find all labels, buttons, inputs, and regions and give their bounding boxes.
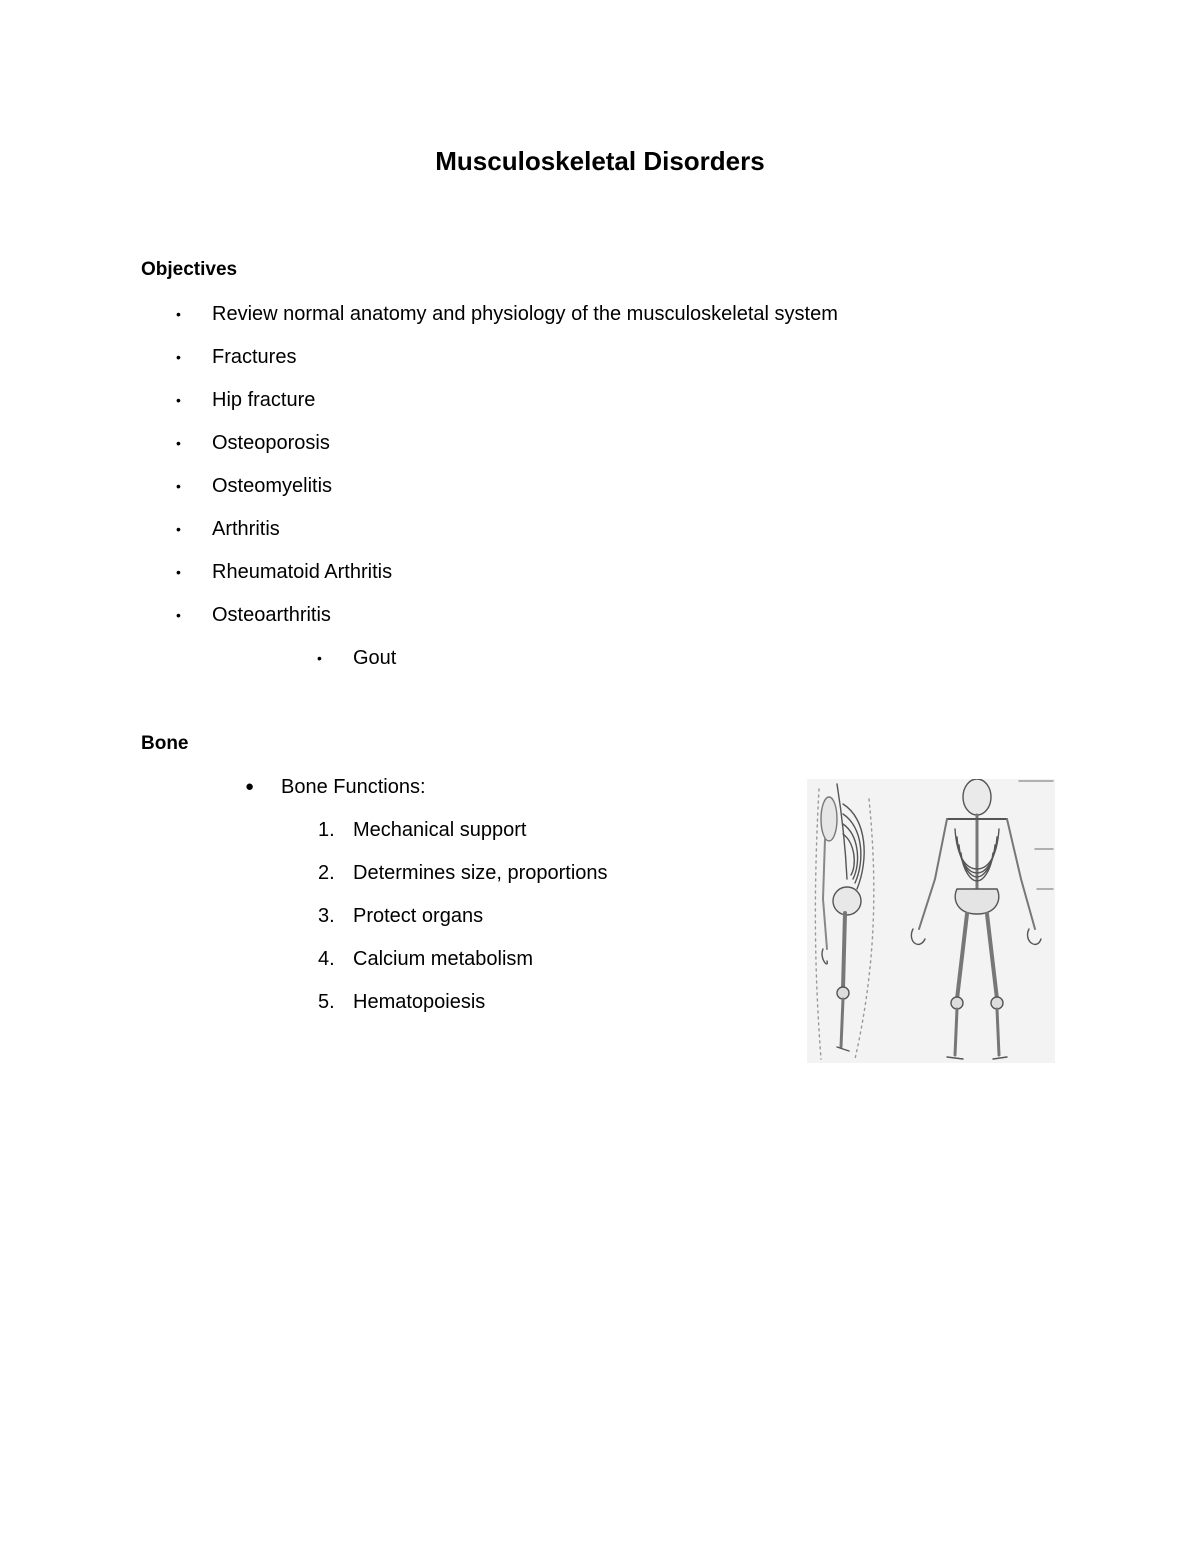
- list-item-text: Rheumatoid Arthritis: [212, 561, 393, 583]
- bullet-icon: •: [176, 607, 181, 623]
- sub-list-item: [317, 643, 396, 673]
- list-item: [176, 342, 296, 372]
- numbered-item: [318, 815, 526, 845]
- list-item-text: Fractures: [212, 346, 297, 368]
- list-item: [176, 428, 330, 458]
- item-number: 3.: [318, 905, 335, 927]
- bone-functions-label: [245, 772, 426, 802]
- bullet-icon: •: [176, 349, 181, 365]
- list-item: [176, 385, 315, 415]
- item-text: Hematopoiesis: [353, 991, 486, 1013]
- list-item-text: Osteoporosis: [212, 432, 330, 454]
- item-text: Calcium metabolism: [353, 948, 534, 970]
- list-item: [176, 600, 331, 630]
- sub-list-item-text: Gout: [353, 647, 397, 669]
- objectives-heading: Objectives: [141, 259, 238, 280]
- numbered-item: [318, 858, 608, 888]
- bullet-icon: •: [176, 392, 181, 408]
- bone-heading: Bone: [141, 733, 189, 754]
- item-text: Protect organs: [353, 905, 484, 927]
- bone-functions-label-text: Bone Functions:: [281, 776, 426, 798]
- list-item: [176, 557, 392, 587]
- skeleton-illustration-icon: [807, 779, 1055, 1063]
- bullet-icon: •: [176, 435, 181, 451]
- list-item-text: Osteoarthritis: [212, 604, 331, 626]
- bullet-icon: •: [317, 650, 322, 666]
- item-text: Determines size, proportions: [353, 862, 608, 884]
- bullet-icon: •: [176, 478, 181, 494]
- list-item: [176, 471, 332, 501]
- item-number: 5.: [318, 991, 335, 1013]
- page-title: Musculoskeletal Disorders: [435, 146, 765, 176]
- bullet-icon: •: [176, 564, 181, 580]
- list-item-text: Review normal anatomy and physiology of the musculoskeletal system: [212, 303, 838, 325]
- list-item: [176, 299, 838, 329]
- list-item-text: Osteomyelitis: [212, 475, 333, 497]
- numbered-item: [318, 944, 533, 974]
- item-text: Mechanical support: [353, 819, 527, 841]
- numbered-item: [318, 987, 485, 1017]
- bullet-icon: •: [176, 306, 181, 322]
- bullet-icon: •: [176, 521, 181, 537]
- list-item: [176, 514, 280, 544]
- item-number: 4.: [318, 948, 335, 970]
- bullet-icon: ●: [245, 778, 255, 795]
- list-item-text: Arthritis: [212, 518, 280, 540]
- numbered-item: [318, 901, 483, 931]
- list-item-text: Hip fracture: [212, 389, 316, 411]
- item-number: 1.: [318, 819, 335, 841]
- item-number: 2.: [318, 862, 335, 884]
